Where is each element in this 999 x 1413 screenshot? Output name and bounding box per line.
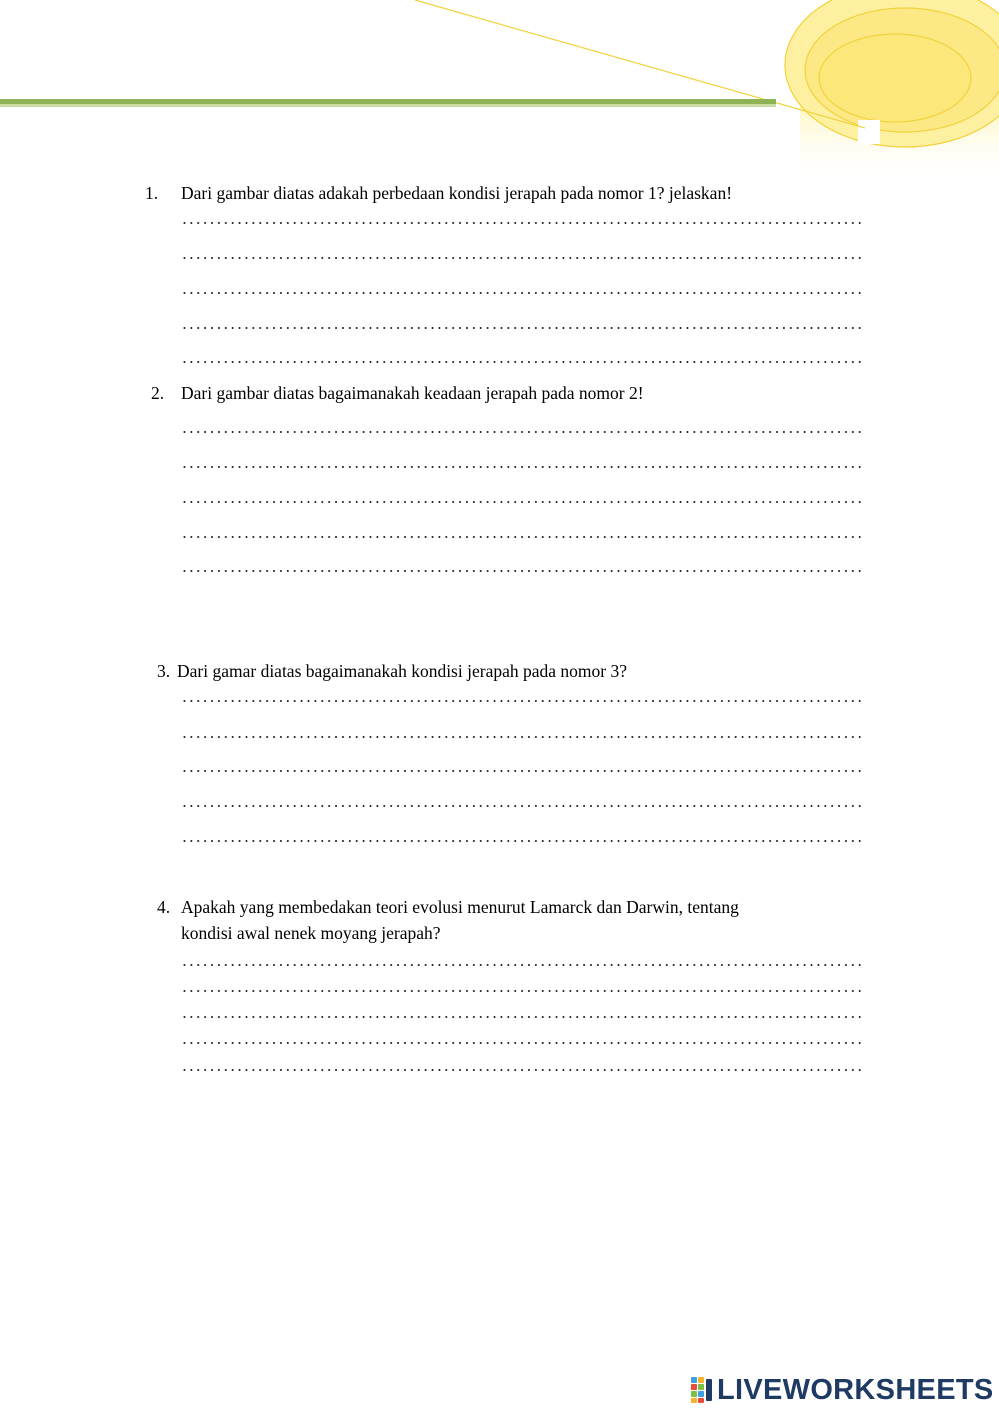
- answer-line[interactable]: [181, 327, 865, 329]
- answer-line[interactable]: [181, 361, 865, 363]
- question-2-text: Dari gambar diatas bagaimanakah keadaan jerapah pada nomor 2!: [181, 383, 644, 403]
- answer-line[interactable]: [181, 536, 865, 538]
- answer-line[interactable]: [181, 1069, 865, 1071]
- liveworksheets-wordmark: LIVEWORKSHEETS: [717, 1373, 994, 1406]
- question-4-number: 4.: [157, 897, 171, 917]
- question-3-text: Dari gamar diatas bagaimanakah kondisi jerapah pada nomor 3?: [177, 661, 627, 681]
- answer-line[interactable]: [181, 840, 865, 842]
- answer-line[interactable]: [181, 700, 865, 702]
- answer-line[interactable]: [181, 222, 865, 224]
- question-4-text-line-1: Apakah yang membedakan teori evolusi menurut Lamarck dan Darwin, tentang: [181, 897, 739, 917]
- question-1-text: Dari gambar diatas adakah perbedaan kondisi jerapah pada nomor 1? jelaskan!: [181, 183, 733, 203]
- liveworksheets-logo-icon: [690, 1376, 714, 1404]
- sun-icon: [785, 0, 999, 185]
- answer-line[interactable]: [181, 257, 865, 259]
- answer-line[interactable]: [181, 1042, 865, 1044]
- answer-line[interactable]: [181, 570, 865, 572]
- question-3-number: 3.: [157, 661, 171, 681]
- header-decoration: [0, 0, 999, 190]
- answer-line[interactable]: [181, 964, 865, 966]
- question-1-number: 1.: [145, 183, 159, 203]
- answer-line[interactable]: [181, 770, 865, 772]
- answer-line[interactable]: [181, 805, 865, 807]
- liveworksheets-brand: [690, 1372, 994, 1408]
- answer-line[interactable]: [181, 736, 865, 738]
- question-2-number: 2.: [151, 383, 165, 403]
- answer-line[interactable]: [181, 1016, 865, 1018]
- answer-line[interactable]: [181, 501, 865, 503]
- answer-line[interactable]: [181, 431, 865, 433]
- header-rule: [0, 99, 776, 104]
- answer-line[interactable]: [181, 990, 865, 992]
- question-4-text-line-2: kondisi awal nenek moyang jerapah?: [181, 923, 441, 943]
- answer-line[interactable]: [181, 292, 865, 294]
- answer-line[interactable]: [181, 466, 865, 468]
